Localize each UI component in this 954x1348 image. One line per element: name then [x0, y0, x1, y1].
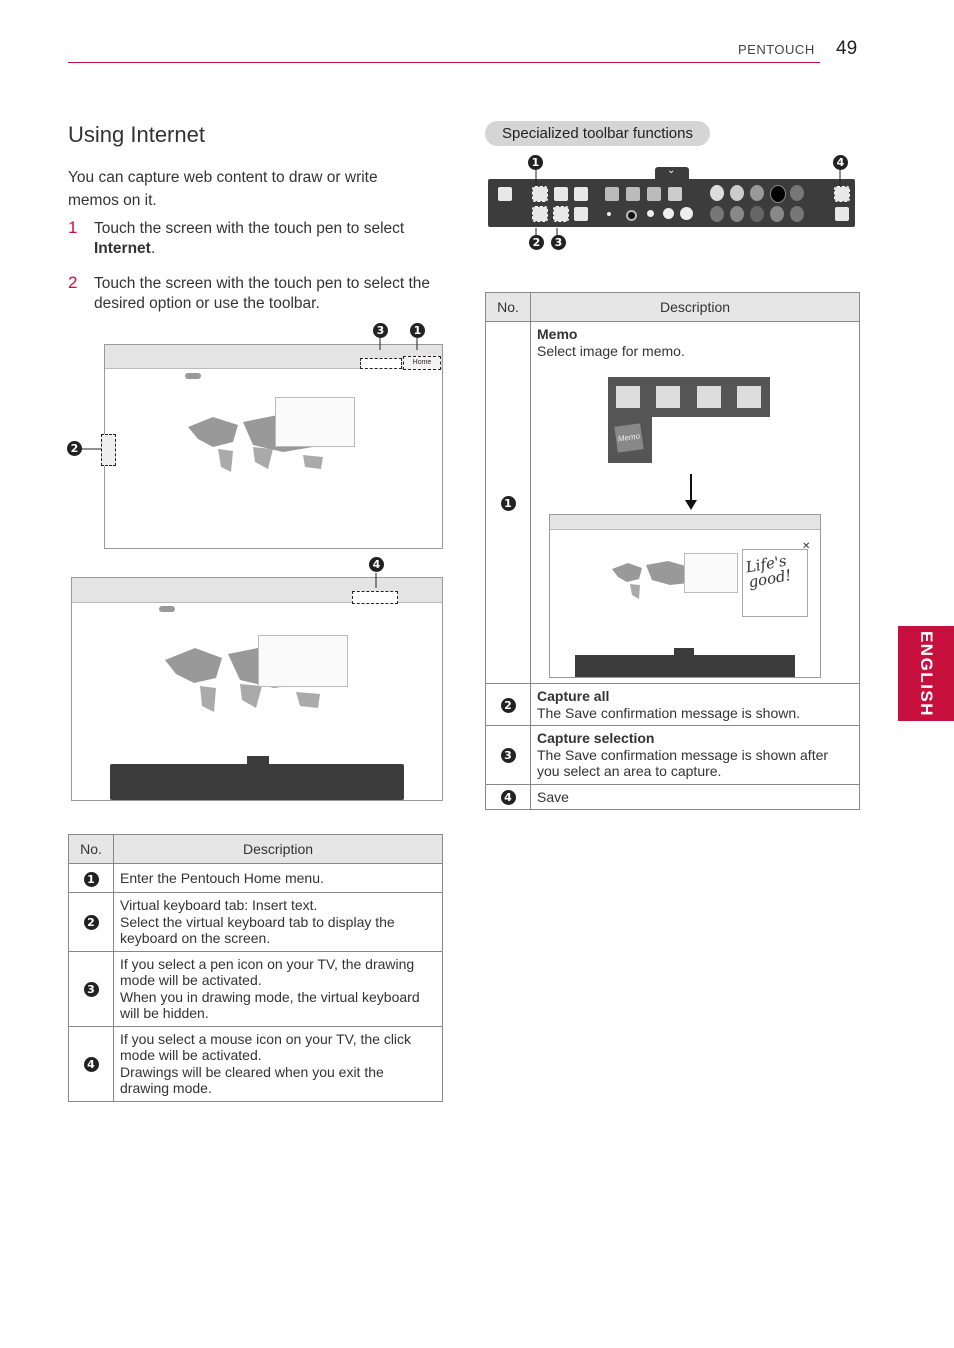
memo-thumb: [616, 386, 640, 408]
close-icon: ✕: [802, 541, 811, 552]
region-list: [684, 553, 738, 593]
header-description: Description: [531, 293, 860, 322]
memo-thumb: [697, 386, 721, 408]
callout-2: 2: [529, 235, 544, 250]
memo-selected-tile: [608, 417, 652, 463]
header-description: Description: [114, 835, 443, 864]
step-number: 1: [68, 218, 78, 237]
memo-result-screenshot: [549, 514, 821, 678]
table-row: [69, 864, 443, 893]
toolbar-handle: [674, 648, 694, 656]
language-tab: [898, 626, 954, 721]
step-text: [94, 219, 444, 259]
row-text: The Save confirmation message is shown.: [537, 704, 801, 721]
table-row: [486, 726, 860, 785]
step-number: 2: [68, 273, 78, 292]
table-header-row: [486, 293, 860, 322]
home-label: Home: [412, 359, 432, 366]
row-text: If you select a mouse icon on your TV, the click mode will be activated.: [120, 1030, 412, 1063]
row-text: When you in drawing mode, the virtual keyboard will be hidden.: [120, 988, 420, 1021]
step-text-main: Touch the screen with the touch pen to select: [94, 220, 405, 237]
row-number: 3: [501, 748, 516, 763]
step-text-tail: .: [150, 240, 156, 257]
table-row: [69, 1026, 443, 1101]
browser-screenshot-2: [71, 577, 443, 801]
row-number: 2: [84, 915, 99, 930]
arrow-down-icon: [681, 472, 701, 512]
page-icon: [498, 187, 512, 201]
row-text: Drawings will be cleared when you exit the drawing mode.: [120, 1063, 384, 1096]
row-text: If you select a pen icon on your TV, the drawing mode will be activated.: [120, 955, 415, 988]
header-no: No.: [486, 293, 531, 322]
memo-handwriting: Life's good!: [744, 551, 793, 592]
table-row: [486, 684, 860, 726]
callout-3: 3: [373, 323, 388, 338]
callout-lines-1: [66, 320, 446, 465]
page-number: 49: [836, 38, 858, 59]
pentouch-toolbar: [110, 764, 404, 800]
header-no: No.: [69, 835, 114, 864]
row-number: 2: [501, 698, 516, 713]
region-list: [258, 635, 348, 687]
callout-3: 3: [551, 235, 566, 250]
running-header-section: PENTOUCH: [738, 42, 815, 57]
row-number: 4: [501, 790, 516, 805]
chevron-down-icon: ⌄: [667, 165, 676, 176]
table-row: [486, 784, 860, 810]
memo-picker: [608, 377, 770, 417]
memo-note-icon: Memo: [614, 423, 643, 452]
callout-lines-toolbar: [520, 160, 860, 250]
pentouch-toolbar: [575, 655, 795, 677]
browser-toolbar: [550, 515, 820, 530]
callout-4: 4: [833, 155, 848, 170]
toolbar-heading: Specialized toolbar functions: [485, 121, 710, 146]
row-title: Memo: [537, 326, 578, 342]
table-row: [69, 951, 443, 1026]
row-number: 1: [501, 496, 516, 511]
callout-1: 1: [410, 323, 425, 338]
row-number: 3: [84, 982, 99, 997]
header-rule: [68, 62, 820, 63]
row-text: Select image for memo.: [537, 342, 685, 359]
language-tab-label: ENGLISH: [917, 630, 936, 717]
table-row: [69, 893, 443, 952]
memo-thumb: [656, 386, 680, 408]
callout-4: 4: [369, 557, 384, 572]
callout-2: 2: [67, 441, 82, 456]
step-text: Touch the screen with the touch pen to select the desired option or use the toolbar.: [94, 275, 431, 312]
row-number: 1: [84, 872, 99, 887]
step-text-bold: Internet: [94, 240, 151, 257]
row-title: Capture all: [537, 688, 610, 704]
row-text: The Save confirmation message is shown after you select an area to capture.: [537, 746, 829, 779]
section-title: Using Internet: [68, 122, 205, 147]
table-header-row: [69, 835, 443, 864]
left-description-table: [68, 834, 443, 1102]
memo-thumb: [737, 386, 761, 408]
intro-text: You can capture web content to draw or write memos on it.: [68, 169, 378, 209]
memo-note: [742, 549, 808, 617]
row-text: Virtual keyboard tab: Insert text.: [120, 897, 318, 913]
row-title: Capture selection: [537, 730, 655, 746]
callout-1: 1: [528, 155, 543, 170]
right-description-table: [485, 292, 860, 810]
toolbar-handle: [247, 756, 269, 765]
lg-logo: [159, 606, 175, 612]
table-row: [486, 322, 860, 684]
row-text: Select the virtual keyboard tab to display the keyboard on the screen.: [120, 913, 395, 946]
row-number: 4: [84, 1057, 99, 1072]
row-text: Enter the Pentouch Home menu.: [120, 869, 324, 886]
row-text: Save: [537, 788, 569, 805]
